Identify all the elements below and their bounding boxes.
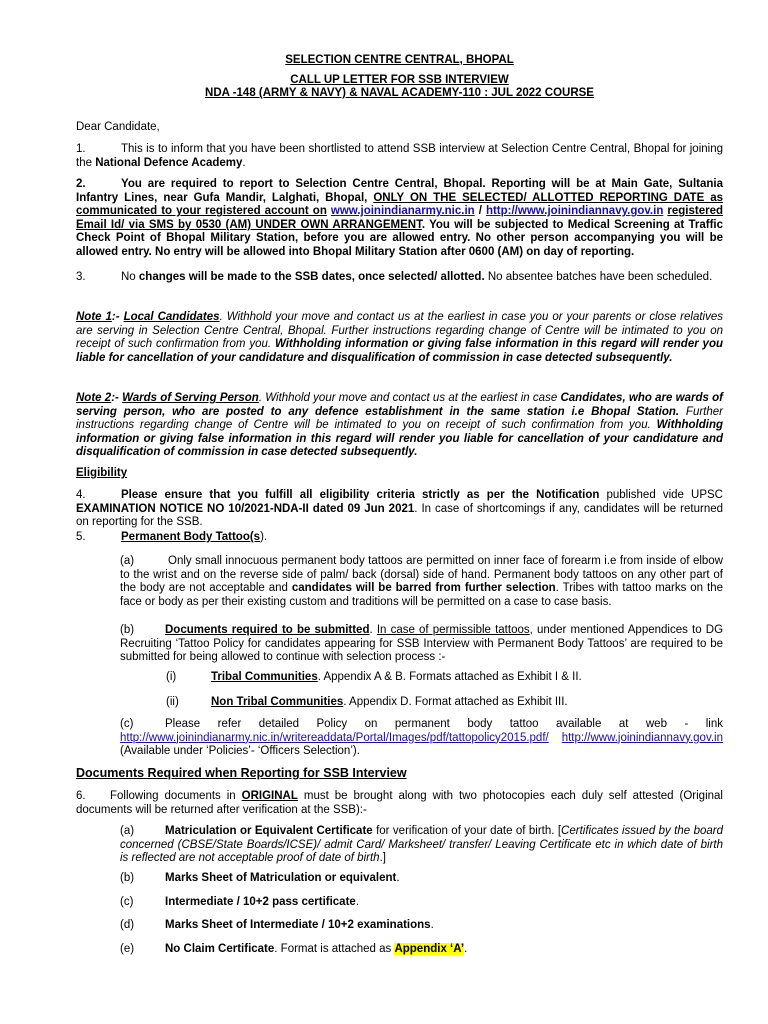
document-item-d: (d) Marks Sheet of Intermediate / 10+2 examinations. (120, 919, 434, 931)
joinindianarmy-link[interactable]: www.joinindianarmy.nic.in (330, 205, 475, 218)
documents-heading: Documents Required when Reporting for SSB Interview (76, 766, 407, 780)
paragraph-1: 1. This is to inform that you have been shortlisted to attend SSB interview at Selection Centre Central, Bhopal for joining the National Defence Academy. (76, 143, 723, 169)
paragraph-5a: (a) Only small innocuous permanent body tattoos are permitted on inner face of forearm i.e from inside of elbow to the wrist and on the reverse side of palm/ back (dorsal) side of hand. Permanent body tattoos on any other part of the body are not acceptable and candidates will be barred from further selection. Tribes with tattoo marks on the face or body as per their existing custom and traditions will be permitted on a case to case basis. (120, 555, 723, 608)
joinindiannavy-policy-link[interactable]: http://www.joinindiannavy.gov.in (561, 731, 723, 744)
eligibility-heading: Eligibility (76, 467, 128, 479)
paragraph-2: 2. You are required to report to Selection Centre Central, Bhopal. Reporting will be at Main Gate, Sultania Infantry Lines, near Gufa Mandir, Lalghati, Bhopal, ONLY ON THE SELECTED/ ALLOTTED REPORTING DATE as communicated to your registered account on www.joinindianarmy.nic.in / http://www.joinindiannavy.gov.in registered Email Id/ via SMS by 0530 (AM) UNDER OWN ARRANGEMENT. You will be subjected to Medical Screening at Traffic Check Point of Bhopal Military Station, before you are allowed entry. No other person accompanying you will be allowed entry. No entry will be allowed into Bhopal Military Station after 0600 (AM) on day of reporting. (76, 178, 724, 258)
document-item-a: (a) Matriculation or Equivalent Certificate for verification of your date of birth. [Certificates issued by the board concerned (CBSE/State Boards/ICSE)/ admit Card/ Marksheet/ transfer/ Leaving Certificate etc in which date of birth is reflected are not acceptable proof of date of birth.] (120, 825, 723, 865)
document-item-e: (e) No Claim Certificate. Format is attached as Appendix ‘A’. (120, 943, 468, 955)
document-item-c: (c) Intermediate / 10+2 pass certificate. (120, 896, 360, 908)
tattoo-policy-link[interactable]: http://www.joinindianarmy.nic.in/writereaddata/Portal/Images/pdf/tattopolicy2015.pdf/ (120, 731, 549, 744)
paragraph-4: 4. Please ensure that you fulfill all eligibility criteria strictly as per the Notification published vide UPSC EXAMINATION NOTICE NO 10/2021-NDA-II dated 09 Jun 2021. In case of shortcomings if any, candidates will be returned on reporting for the SSB. (76, 489, 724, 529)
paragraph-3: 3. No changes will be made to the SSB dates, once selected/ allotted. No absentee batches have been scheduled. (76, 271, 713, 283)
appendix-a-highlight: Appendix ‘A’ (394, 943, 465, 955)
paragraph-5: 5. Permanent Body Tattoo(s). (76, 531, 268, 543)
paragraph-5c: (c) Please refer detailed Policy on permanent body tattoo available at web - link http://www.joinindianarmy.nic.in/writereaddata/Portal/Images/pdf/tattopolicy2015.pdf/ http://www.joinindiannavy.gov.in (Available under ‘Policies’- ‘Officers Selection’). (120, 718, 723, 758)
tattoo-item-ii: (ii) Non Tribal Communities. Appendix D. Format attached as Exhibit III. (166, 696, 568, 708)
tattoo-item-i: (i) Tribal Communities. Appendix A & B. Formats attached as Exhibit I & II. (166, 671, 582, 683)
letter-title: CALL UP LETTER FOR SSB INTERVIEW (290, 74, 509, 86)
document-item-b: (b) Marks Sheet of Matriculation or equivalent. (120, 872, 400, 884)
note-2: Note 2:- Wards of Serving Person. Withhold your move and contact us at the earliest in case Candidates, who are wards of serving person, who are posted to any defence establishment in the same station i.e Bhopal Station. Further instructions regarding change of Centre will be intimated to you on receipt of such confirmation from you. Withholding information or giving false information in this regard will render you liable for cancellation of your candidature and disqualification of commission in case detected subsequently. (76, 392, 723, 459)
note-1: Note 1:- Local Candidates. Withhold your move and contact us at the earliest in case you or your parents or close relatives are serving in Selection Centre Central, Bhopal. Further instructions regarding change of Centre will be intimated to you on receipt of such confirmation from you. Withholding information or giving false information in this regard will render you liable for cancellation of your candidature and disqualification of commission in case detected subsequently. (76, 311, 724, 364)
course-title: NDA -148 (ARMY & NAVY) & NAVAL ACADEMY-110 : JUL 2022 COURSE (205, 87, 594, 99)
paragraph-5b: (b) Documents required to be submitted. In case of permissible tattoos, under mentioned Appendices to DG Recruiting ‘Tattoo Policy for candidates appearing for SSB Interview with Permanent Body Tattoos’ are required to be submitted for being allowed to continue with selection process :- (120, 624, 724, 664)
paragraph-6: 6. Following documents in ORIGINAL must be brought along with two photocopies each duly self attested (Original documents will be returned after verification at the SSB):- (76, 790, 723, 816)
joinindiannavy-link[interactable]: http://www.joinindiannavy.gov.in (485, 205, 664, 218)
salutation: Dear Candidate, (76, 121, 160, 133)
centre-title: SELECTION CENTRE CENTRAL, BHOPAL (285, 54, 514, 66)
